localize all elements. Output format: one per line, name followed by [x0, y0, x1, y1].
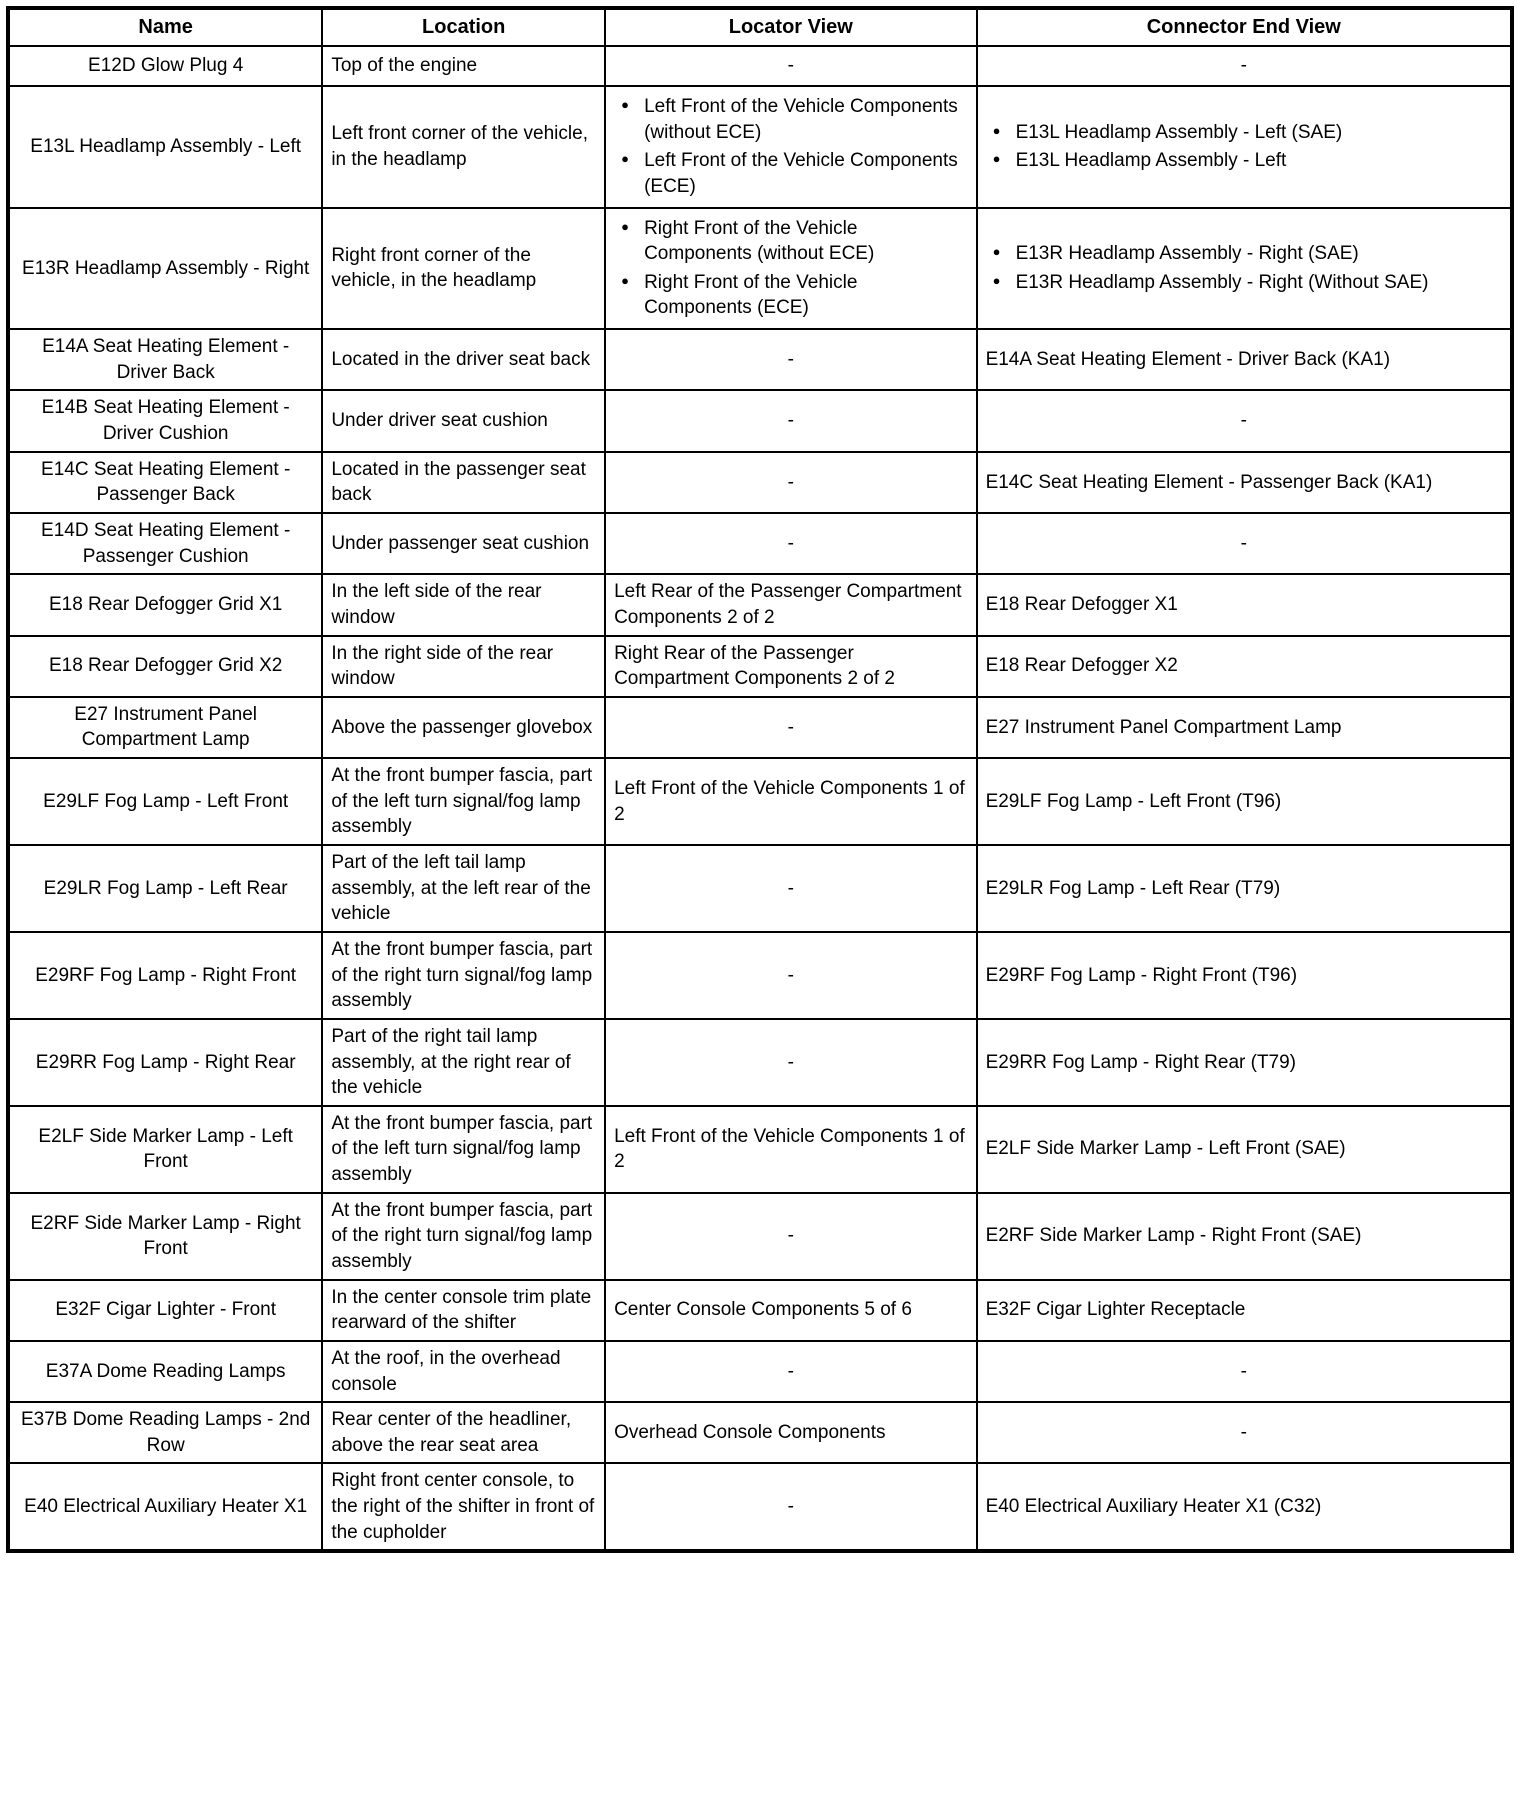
cell-name: E14C Seat Heating Element - Passenger Back: [8, 452, 322, 513]
cell-name: E13R Headlamp Assembly - Right: [8, 208, 322, 330]
table-row: [8, 1106, 1512, 1193]
bullet-item: ● Left Front of the Vehicle Components (ECE): [614, 148, 967, 199]
cell-locator-view: -: [605, 1341, 976, 1402]
cell-name: E18 Rear Defogger Grid X2: [8, 636, 322, 697]
bullet-list: [614, 94, 967, 200]
cell-locator-view: Left Rear of the Passenger Compartment Components 2 of 2: [605, 574, 976, 635]
column-header-location: Location: [322, 8, 605, 46]
table-row: [8, 46, 1512, 86]
cell-name: E29RF Fog Lamp - Right Front: [8, 932, 322, 1019]
cell-name: E37B Dome Reading Lamps - 2nd Row: [8, 1402, 322, 1463]
column-header-locator-view: Locator View: [605, 8, 976, 46]
cell-location: At the roof, in the overhead console: [322, 1341, 605, 1402]
cell-location: Top of the engine: [322, 46, 605, 86]
table-row: [8, 697, 1512, 758]
cell-locator-view: -: [605, 513, 976, 574]
cell-name: E12D Glow Plug 4: [8, 46, 322, 86]
cell-location: At the front bumper fascia, part of the right turn signal/fog lamp assembly: [322, 932, 605, 1019]
cell-location: Right front center console, to the right of the shifter in front of the cupholder: [322, 1463, 605, 1551]
cell-connector-end-view: E29RR Fog Lamp - Right Rear (T79): [977, 1019, 1512, 1106]
cell-locator-view: -: [605, 697, 976, 758]
cell-locator-view: Right Rear of the Passenger Compartment Components 2 of 2: [605, 636, 976, 697]
cell-location: Above the passenger glovebox: [322, 697, 605, 758]
cell-locator-view: [605, 86, 976, 208]
cell-locator-view: -: [605, 390, 976, 451]
cell-location: Under passenger seat cushion: [322, 513, 605, 574]
cell-name: E14B Seat Heating Element - Driver Cushion: [8, 390, 322, 451]
table-row: [8, 758, 1512, 845]
cell-connector-end-view: E29LR Fog Lamp - Left Rear (T79): [977, 845, 1512, 932]
table-row: [8, 1019, 1512, 1106]
bullet-item: ● E13R Headlamp Assembly - Right (SAE): [986, 241, 1502, 267]
cell-connector-end-view: -: [977, 46, 1512, 86]
cell-location: Left front corner of the vehicle, in the headlamp: [322, 86, 605, 208]
table-body: [8, 46, 1512, 1551]
cell-location: In the left side of the rear window: [322, 574, 605, 635]
cell-location: Part of the right tail lamp assembly, at the right rear of the vehicle: [322, 1019, 605, 1106]
cell-connector-end-view: E18 Rear Defogger X2: [977, 636, 1512, 697]
bullet-item: ● Right Front of the Vehicle Components (ECE): [614, 270, 967, 321]
bullet-item: ● E13L Headlamp Assembly - Left (SAE): [986, 120, 1502, 146]
cell-location: Part of the left tail lamp assembly, at the left rear of the vehicle: [322, 845, 605, 932]
cell-locator-view: -: [605, 452, 976, 513]
cell-connector-end-view: [977, 86, 1512, 208]
cell-locator-view: -: [605, 932, 976, 1019]
table-row: [8, 1193, 1512, 1280]
cell-locator-view: Left Front of the Vehicle Components 1 of 2: [605, 758, 976, 845]
cell-name: E40 Electrical Auxiliary Heater X1: [8, 1463, 322, 1551]
cell-connector-end-view: E14C Seat Heating Element - Passenger Back (KA1): [977, 452, 1512, 513]
cell-locator-view: -: [605, 1193, 976, 1280]
table-row: [8, 208, 1512, 330]
cell-name: E29LR Fog Lamp - Left Rear: [8, 845, 322, 932]
bullet-item: ● Right Front of the Vehicle Components (without ECE): [614, 216, 967, 267]
cell-connector-end-view: E2RF Side Marker Lamp - Right Front (SAE): [977, 1193, 1512, 1280]
table-row: [8, 513, 1512, 574]
cell-location: Located in the passenger seat back: [322, 452, 605, 513]
cell-connector-end-view: [977, 208, 1512, 330]
table-row: [8, 574, 1512, 635]
bullet-item: ● E13L Headlamp Assembly - Left: [986, 148, 1502, 174]
bullet-list: [614, 216, 967, 322]
table-row: [8, 1463, 1512, 1551]
cell-connector-end-view: E32F Cigar Lighter Receptacle: [977, 1280, 1512, 1341]
table-row: [8, 390, 1512, 451]
cell-connector-end-view: E2LF Side Marker Lamp - Left Front (SAE): [977, 1106, 1512, 1193]
cell-locator-view: -: [605, 46, 976, 86]
cell-name: E2RF Side Marker Lamp - Right Front: [8, 1193, 322, 1280]
cell-name: E2LF Side Marker Lamp - Left Front: [8, 1106, 322, 1193]
cell-location: In the right side of the rear window: [322, 636, 605, 697]
cell-connector-end-view: E29RF Fog Lamp - Right Front (T96): [977, 932, 1512, 1019]
cell-connector-end-view: E29LF Fog Lamp - Left Front (T96): [977, 758, 1512, 845]
components-table: [6, 6, 1514, 1553]
cell-name: E14A Seat Heating Element - Driver Back: [8, 329, 322, 390]
cell-location: At the front bumper fascia, part of the left turn signal/fog lamp assembly: [322, 1106, 605, 1193]
bullet-item: ● Left Front of the Vehicle Components (without ECE): [614, 94, 967, 145]
cell-name: E32F Cigar Lighter - Front: [8, 1280, 322, 1341]
cell-name: E29RR Fog Lamp - Right Rear: [8, 1019, 322, 1106]
cell-locator-view: Overhead Console Components: [605, 1402, 976, 1463]
table-row: [8, 1341, 1512, 1402]
cell-connector-end-view: -: [977, 390, 1512, 451]
cell-connector-end-view: -: [977, 1341, 1512, 1402]
table-row: [8, 932, 1512, 1019]
cell-location: At the front bumper fascia, part of the left turn signal/fog lamp assembly: [322, 758, 605, 845]
bullet-item: ● E13R Headlamp Assembly - Right (Without SAE): [986, 270, 1502, 296]
cell-locator-view: -: [605, 845, 976, 932]
table-row: [8, 329, 1512, 390]
table-row: [8, 845, 1512, 932]
cell-name: E13L Headlamp Assembly - Left: [8, 86, 322, 208]
cell-locator-view: -: [605, 1463, 976, 1551]
header-row: [8, 8, 1512, 46]
bullet-list: [986, 120, 1502, 174]
cell-name: E14D Seat Heating Element - Passenger Cushion: [8, 513, 322, 574]
cell-connector-end-view: E27 Instrument Panel Compartment Lamp: [977, 697, 1512, 758]
cell-location: Right front corner of the vehicle, in the headlamp: [322, 208, 605, 330]
cell-connector-end-view: -: [977, 513, 1512, 574]
table-row: [8, 1402, 1512, 1463]
cell-name: E18 Rear Defogger Grid X1: [8, 574, 322, 635]
cell-connector-end-view: E18 Rear Defogger X1: [977, 574, 1512, 635]
table-row: [8, 1280, 1512, 1341]
table-row: [8, 86, 1512, 208]
column-header-name: Name: [8, 8, 322, 46]
cell-name: E37A Dome Reading Lamps: [8, 1341, 322, 1402]
cell-locator-view: [605, 208, 976, 330]
cell-locator-view: -: [605, 1019, 976, 1106]
table-header-row: [8, 8, 1512, 46]
cell-location: Under driver seat cushion: [322, 390, 605, 451]
cell-connector-end-view: E14A Seat Heating Element - Driver Back (KA1): [977, 329, 1512, 390]
bullet-list: [986, 241, 1502, 295]
cell-location: At the front bumper fascia, part of the right turn signal/fog lamp assembly: [322, 1193, 605, 1280]
cell-location: Rear center of the headliner, above the rear seat area: [322, 1402, 605, 1463]
cell-locator-view: -: [605, 329, 976, 390]
cell-location: Located in the driver seat back: [322, 329, 605, 390]
table-row: [8, 636, 1512, 697]
cell-name: E29LF Fog Lamp - Left Front: [8, 758, 322, 845]
cell-connector-end-view: E40 Electrical Auxiliary Heater X1 (C32): [977, 1463, 1512, 1551]
column-header-connector-end-view: Connector End View: [977, 8, 1512, 46]
cell-connector-end-view: -: [977, 1402, 1512, 1463]
cell-name: E27 Instrument Panel Compartment Lamp: [8, 697, 322, 758]
cell-locator-view: Left Front of the Vehicle Components 1 of 2: [605, 1106, 976, 1193]
cell-location: In the center console trim plate rearward of the shifter: [322, 1280, 605, 1341]
cell-locator-view: Center Console Components 5 of 6: [605, 1280, 976, 1341]
table-row: [8, 452, 1512, 513]
